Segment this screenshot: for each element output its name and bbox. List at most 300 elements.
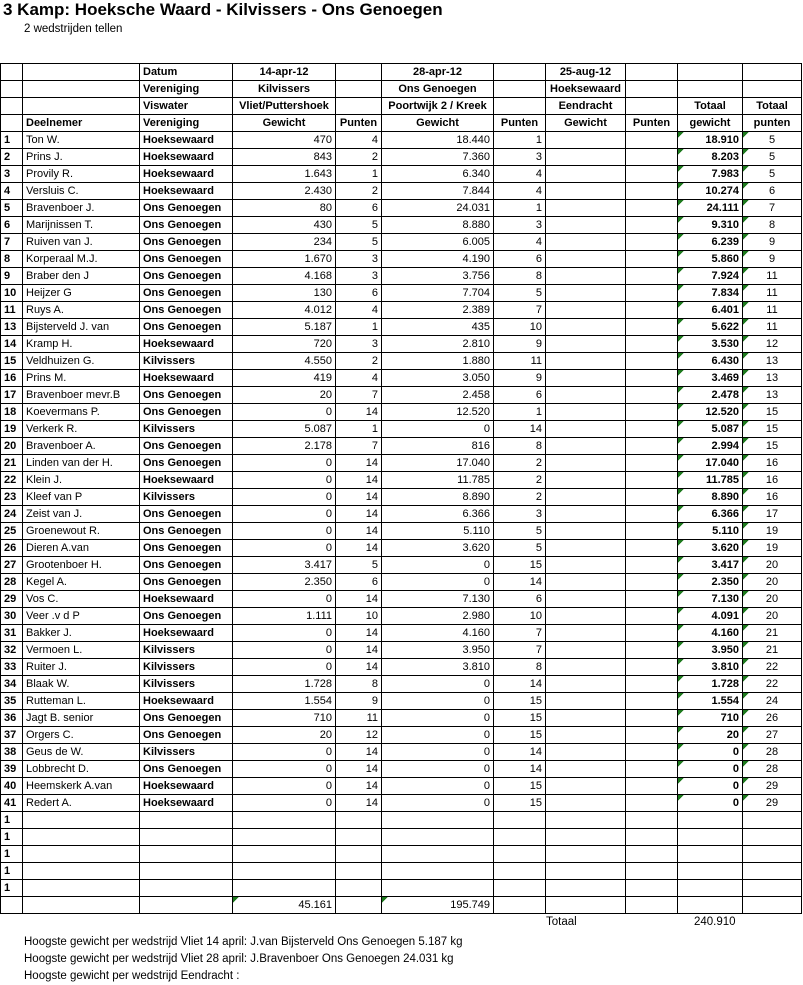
points-cell[interactable]: 14 [336, 523, 382, 540]
row-number[interactable]: 1 [1, 812, 23, 829]
row-number[interactable]: 25 [1, 523, 23, 540]
points-cell[interactable]: 3 [336, 268, 382, 285]
points-cell[interactable]: 14 [336, 489, 382, 506]
row-number[interactable]: 41 [1, 795, 23, 812]
total-points[interactable]: 20 [743, 591, 802, 608]
points-cell[interactable]: 14 [336, 506, 382, 523]
participant-name[interactable]: Veldhuizen G. [23, 353, 140, 370]
header-cell[interactable] [23, 81, 140, 98]
weight-cell[interactable]: 18.440 [382, 132, 494, 149]
header-cell[interactable]: Punten [626, 115, 678, 132]
participant-name[interactable]: Veer .v d P [23, 608, 140, 625]
participant-name[interactable]: Bravenboer J. [23, 200, 140, 217]
row-number[interactable]: 40 [1, 778, 23, 795]
table-cell[interactable] [23, 846, 140, 863]
points-cell[interactable]: 14 [336, 472, 382, 489]
row-number[interactable]: 9 [1, 268, 23, 285]
table-cell[interactable] [382, 863, 494, 880]
total-points[interactable]: 28 [743, 761, 802, 778]
total-weight[interactable]: 4.091 [678, 608, 743, 625]
participant-name[interactable]: Bakker J. [23, 625, 140, 642]
weight-cell[interactable] [546, 727, 626, 744]
points-cell[interactable] [626, 200, 678, 217]
row-number[interactable]: 1 [1, 863, 23, 880]
total-weight[interactable]: 0 [678, 778, 743, 795]
total-points[interactable]: 5 [743, 149, 802, 166]
header-cell[interactable]: Gewicht [546, 115, 626, 132]
row-number[interactable]: 7 [1, 234, 23, 251]
club-name[interactable]: Ons Genoegen [140, 540, 233, 557]
weight-cell[interactable] [546, 557, 626, 574]
weight-cell[interactable] [546, 676, 626, 693]
weight-cell[interactable] [546, 404, 626, 421]
club-name[interactable]: Ons Genoegen [140, 574, 233, 591]
weight-cell[interactable]: 1.670 [233, 251, 336, 268]
header-cell[interactable] [678, 81, 743, 98]
row-number[interactable]: 10 [1, 285, 23, 302]
club-name[interactable]: Ons Genoegen [140, 608, 233, 625]
weight-cell[interactable]: 8.880 [382, 217, 494, 234]
header-cell[interactable]: Totaal [743, 98, 802, 115]
weight-cell[interactable]: 2.178 [233, 438, 336, 455]
total-points[interactable]: 21 [743, 625, 802, 642]
weight-cell[interactable] [546, 370, 626, 387]
points-cell[interactable]: 4 [336, 302, 382, 319]
total-points[interactable]: 29 [743, 778, 802, 795]
points-cell[interactable] [626, 302, 678, 319]
participant-name[interactable]: Grootenboer H. [23, 557, 140, 574]
points-cell[interactable]: 8 [336, 676, 382, 693]
weight-cell[interactable]: 3.950 [382, 642, 494, 659]
table-cell[interactable] [678, 897, 743, 914]
row-number[interactable]: 13 [1, 319, 23, 336]
row-number[interactable]: 8 [1, 251, 23, 268]
weight-cell[interactable]: 0 [382, 421, 494, 438]
points-cell[interactable]: 2 [336, 149, 382, 166]
total-weight[interactable]: 3.469 [678, 370, 743, 387]
points-cell[interactable]: 7 [494, 625, 546, 642]
points-cell[interactable] [626, 778, 678, 795]
participant-name[interactable]: Blaak W. [23, 676, 140, 693]
row-number[interactable]: 26 [1, 540, 23, 557]
weight-cell[interactable]: 1.728 [233, 676, 336, 693]
header-cell[interactable] [494, 81, 546, 98]
points-cell[interactable] [626, 234, 678, 251]
header-cell[interactable] [678, 64, 743, 81]
total-weight[interactable]: 3.620 [678, 540, 743, 557]
row-number[interactable]: 3 [1, 166, 23, 183]
table-cell[interactable] [23, 812, 140, 829]
weight-cell[interactable] [546, 642, 626, 659]
total-points[interactable]: 11 [743, 285, 802, 302]
points-cell[interactable]: 15 [494, 557, 546, 574]
club-name[interactable]: Hoeksewaard [140, 591, 233, 608]
total-weight[interactable]: 2.994 [678, 438, 743, 455]
weight-cell[interactable]: 7.704 [382, 285, 494, 302]
total-weight[interactable]: 5.087 [678, 421, 743, 438]
row-number[interactable]: 1 [1, 880, 23, 897]
row-number[interactable]: 30 [1, 608, 23, 625]
row-number[interactable]: 35 [1, 693, 23, 710]
header-cell[interactable]: Deelnemer [23, 115, 140, 132]
club-name[interactable]: Ons Genoegen [140, 251, 233, 268]
weight-cell[interactable]: 0 [233, 778, 336, 795]
header-cell[interactable] [494, 98, 546, 115]
points-cell[interactable]: 14 [494, 421, 546, 438]
table-cell[interactable] [140, 829, 233, 846]
weight-cell[interactable] [546, 183, 626, 200]
total-weight[interactable]: 6.401 [678, 302, 743, 319]
points-cell[interactable]: 7 [336, 438, 382, 455]
weight-cell[interactable]: 816 [382, 438, 494, 455]
points-cell[interactable]: 2 [494, 472, 546, 489]
points-cell[interactable]: 11 [336, 710, 382, 727]
participant-name[interactable]: Prins M. [23, 370, 140, 387]
club-name[interactable]: Ons Genoegen [140, 455, 233, 472]
total-weight[interactable]: 6.366 [678, 506, 743, 523]
table-cell[interactable] [382, 829, 494, 846]
total-points[interactable]: 19 [743, 523, 802, 540]
points-cell[interactable] [626, 710, 678, 727]
weight-cell[interactable]: 234 [233, 234, 336, 251]
club-name[interactable]: Ons Genoegen [140, 506, 233, 523]
table-cell[interactable] [233, 829, 336, 846]
table-cell[interactable] [382, 812, 494, 829]
total-points[interactable]: 19 [743, 540, 802, 557]
weight-cell[interactable] [546, 438, 626, 455]
row-number[interactable]: 37 [1, 727, 23, 744]
points-cell[interactable] [626, 336, 678, 353]
points-cell[interactable]: 5 [494, 540, 546, 557]
row-number[interactable]: 32 [1, 642, 23, 659]
participant-name[interactable]: Korperaal M.J. [23, 251, 140, 268]
points-cell[interactable] [626, 217, 678, 234]
points-cell[interactable] [626, 251, 678, 268]
club-name[interactable]: Ons Genoegen [140, 234, 233, 251]
club-name[interactable]: Ons Genoegen [140, 404, 233, 421]
points-cell[interactable]: 4 [336, 132, 382, 149]
weight-cell[interactable]: 720 [233, 336, 336, 353]
weight-cell[interactable]: 80 [233, 200, 336, 217]
points-cell[interactable] [626, 472, 678, 489]
weight-cell[interactable] [546, 625, 626, 642]
header-cell[interactable] [336, 81, 382, 98]
total-weight[interactable]: 7.983 [678, 166, 743, 183]
weight-cell[interactable]: 0 [382, 727, 494, 744]
points-cell[interactable]: 2 [494, 489, 546, 506]
table-cell[interactable] [1, 897, 23, 914]
weight-cell[interactable] [546, 540, 626, 557]
weight-cell[interactable] [546, 693, 626, 710]
table-cell[interactable] [743, 829, 802, 846]
header-cell[interactable]: gewicht [678, 115, 743, 132]
weight-cell[interactable]: 4.550 [233, 353, 336, 370]
header-cell[interactable] [743, 81, 802, 98]
row-number[interactable]: 1 [1, 132, 23, 149]
weight-cell[interactable]: 11.785 [382, 472, 494, 489]
weight-cell[interactable]: 1.111 [233, 608, 336, 625]
header-cell[interactable] [1, 98, 23, 115]
points-cell[interactable]: 1 [336, 166, 382, 183]
points-cell[interactable]: 14 [336, 659, 382, 676]
points-cell[interactable]: 5 [494, 285, 546, 302]
table-cell[interactable] [626, 846, 678, 863]
header-cell[interactable]: 25-aug-12 [546, 64, 626, 81]
weight-cell[interactable]: 0 [382, 574, 494, 591]
table-cell[interactable] [336, 863, 382, 880]
total-weight[interactable]: 17.040 [678, 455, 743, 472]
table-cell[interactable] [546, 880, 626, 897]
points-cell[interactable]: 14 [494, 761, 546, 778]
row-number[interactable]: 11 [1, 302, 23, 319]
participant-name[interactable]: Ruys A. [23, 302, 140, 319]
points-cell[interactable]: 11 [494, 353, 546, 370]
weight-cell[interactable] [546, 574, 626, 591]
total-weight[interactable]: 10.274 [678, 183, 743, 200]
club-name[interactable]: Hoeksewaard [140, 336, 233, 353]
total-points[interactable]: 17 [743, 506, 802, 523]
points-cell[interactable] [626, 166, 678, 183]
table-cell[interactable] [23, 829, 140, 846]
row-number[interactable]: 6 [1, 217, 23, 234]
total-weight[interactable]: 0 [678, 761, 743, 778]
club-name[interactable]: Ons Genoegen [140, 710, 233, 727]
weight-cell[interactable]: 5.187 [233, 319, 336, 336]
row-number[interactable]: 38 [1, 744, 23, 761]
row-number[interactable]: 4 [1, 183, 23, 200]
header-cell[interactable]: Hoeksewaard [546, 81, 626, 98]
points-cell[interactable] [626, 132, 678, 149]
weight-cell[interactable]: 0 [382, 557, 494, 574]
participant-name[interactable]: Vos C. [23, 591, 140, 608]
total-weight[interactable]: 1.728 [678, 676, 743, 693]
points-cell[interactable] [626, 404, 678, 421]
weight-cell[interactable]: 0 [233, 404, 336, 421]
points-cell[interactable]: 3 [494, 149, 546, 166]
club-name[interactable]: Hoeksewaard [140, 132, 233, 149]
weight-cell[interactable]: 0 [382, 676, 494, 693]
participant-name[interactable]: Braber den J [23, 268, 140, 285]
points-cell[interactable]: 8 [494, 268, 546, 285]
points-cell[interactable]: 5 [494, 523, 546, 540]
weight-cell[interactable]: 1.880 [382, 353, 494, 370]
table-cell[interactable] [382, 846, 494, 863]
table-cell[interactable] [626, 897, 678, 914]
table-cell[interactable] [546, 812, 626, 829]
weight-cell[interactable]: 3.417 [233, 557, 336, 574]
weight-cell[interactable]: 4.168 [233, 268, 336, 285]
participant-name[interactable]: Versluis C. [23, 183, 140, 200]
participant-name[interactable]: Kramp H. [23, 336, 140, 353]
weight-cell[interactable]: 0 [233, 795, 336, 812]
points-cell[interactable]: 7 [494, 642, 546, 659]
points-cell[interactable]: 14 [494, 744, 546, 761]
points-cell[interactable]: 7 [336, 387, 382, 404]
total-weight[interactable]: 18.910 [678, 132, 743, 149]
points-cell[interactable]: 14 [336, 404, 382, 421]
total-points[interactable]: 9 [743, 251, 802, 268]
weight-cell[interactable]: 7.130 [382, 591, 494, 608]
table-cell[interactable] [233, 812, 336, 829]
weight-cell[interactable]: 2.458 [382, 387, 494, 404]
weight-cell[interactable] [546, 200, 626, 217]
weight-cell[interactable]: 3.050 [382, 370, 494, 387]
row-number[interactable]: 28 [1, 574, 23, 591]
club-name[interactable]: Hoeksewaard [140, 183, 233, 200]
weight-cell[interactable] [546, 268, 626, 285]
club-name[interactable]: Ons Genoegen [140, 200, 233, 217]
points-cell[interactable] [626, 285, 678, 302]
header-cell[interactable] [23, 64, 140, 81]
header-cell[interactable]: Vliet/Puttershoek [233, 98, 336, 115]
weight-cell[interactable] [546, 251, 626, 268]
participant-name[interactable]: Linden van der H. [23, 455, 140, 472]
weight-cell[interactable]: 3.810 [382, 659, 494, 676]
header-cell[interactable]: Datum [140, 64, 233, 81]
header-cell[interactable] [626, 64, 678, 81]
total-points[interactable]: 22 [743, 659, 802, 676]
total-points[interactable]: 12 [743, 336, 802, 353]
table-cell[interactable] [494, 812, 546, 829]
participant-name[interactable]: Redert A. [23, 795, 140, 812]
weight-cell[interactable]: 24.031 [382, 200, 494, 217]
points-cell[interactable] [626, 693, 678, 710]
total-points[interactable]: 5 [743, 132, 802, 149]
weight-cell[interactable]: 1.554 [233, 693, 336, 710]
weight-cell[interactable]: 470 [233, 132, 336, 149]
weight-cell[interactable]: 2.430 [233, 183, 336, 200]
points-cell[interactable] [626, 761, 678, 778]
header-cell[interactable]: Eendracht [546, 98, 626, 115]
points-cell[interactable]: 15 [494, 727, 546, 744]
club-name[interactable]: Hoeksewaard [140, 625, 233, 642]
total-weight[interactable]: 2.350 [678, 574, 743, 591]
weight-cell[interactable]: 843 [233, 149, 336, 166]
total-points[interactable]: 26 [743, 710, 802, 727]
table-cell[interactable] [743, 846, 802, 863]
table-cell[interactable] [233, 846, 336, 863]
points-cell[interactable]: 1 [494, 200, 546, 217]
club-name[interactable]: Ons Genoegen [140, 217, 233, 234]
total-weight[interactable]: 11.785 [678, 472, 743, 489]
weight-cell[interactable]: 430 [233, 217, 336, 234]
weight-cell[interactable]: 0 [233, 506, 336, 523]
points-cell[interactable] [626, 659, 678, 676]
weight-cell[interactable]: 0 [382, 795, 494, 812]
total-points[interactable]: 5 [743, 166, 802, 183]
total-weight[interactable]: 710 [678, 710, 743, 727]
weight-cell[interactable]: 0 [382, 744, 494, 761]
total-weight[interactable]: 20 [678, 727, 743, 744]
participant-name[interactable]: Jagt B. senior [23, 710, 140, 727]
total-weight[interactable]: 6.430 [678, 353, 743, 370]
weight-cell[interactable] [546, 353, 626, 370]
club-name[interactable]: Hoeksewaard [140, 370, 233, 387]
total-weight[interactable]: 0 [678, 744, 743, 761]
weight-cell[interactable] [546, 710, 626, 727]
points-cell[interactable]: 9 [494, 370, 546, 387]
weight-cell[interactable]: 3.620 [382, 540, 494, 557]
participant-name[interactable]: Bravenboer A. [23, 438, 140, 455]
points-cell[interactable]: 5 [336, 557, 382, 574]
participant-name[interactable]: Marijnissen T. [23, 217, 140, 234]
total-points[interactable]: 16 [743, 472, 802, 489]
points-cell[interactable] [626, 574, 678, 591]
weight-cell[interactable]: 0 [233, 744, 336, 761]
total-points[interactable]: 15 [743, 421, 802, 438]
participant-name[interactable]: Vermoen L. [23, 642, 140, 659]
weight-cell[interactable]: 4.160 [382, 625, 494, 642]
points-cell[interactable]: 15 [494, 693, 546, 710]
row-number[interactable]: 20 [1, 438, 23, 455]
club-name[interactable]: Ons Genoegen [140, 727, 233, 744]
club-name[interactable]: Kilvissers [140, 659, 233, 676]
weight-cell[interactable]: 0 [382, 761, 494, 778]
points-cell[interactable]: 3 [336, 251, 382, 268]
table-cell[interactable] [743, 863, 802, 880]
points-cell[interactable] [626, 523, 678, 540]
points-cell[interactable] [626, 353, 678, 370]
club-name[interactable]: Ons Genoegen [140, 319, 233, 336]
points-cell[interactable] [626, 591, 678, 608]
row-number[interactable]: 5 [1, 200, 23, 217]
table-cell[interactable] [494, 829, 546, 846]
points-cell[interactable]: 5 [336, 234, 382, 251]
total-weight[interactable]: 9.310 [678, 217, 743, 234]
points-cell[interactable] [626, 370, 678, 387]
points-cell[interactable]: 10 [336, 608, 382, 625]
points-cell[interactable]: 6 [336, 285, 382, 302]
table-cell[interactable] [743, 897, 802, 914]
points-cell[interactable]: 6 [336, 574, 382, 591]
table-cell[interactable] [233, 880, 336, 897]
table-cell[interactable] [743, 812, 802, 829]
club-name[interactable]: Kilvissers [140, 353, 233, 370]
header-cell[interactable]: Vereniging [140, 81, 233, 98]
points-cell[interactable]: 12 [336, 727, 382, 744]
weight-cell[interactable]: 710 [233, 710, 336, 727]
total-points[interactable]: 13 [743, 353, 802, 370]
row-number[interactable]: 1 [1, 846, 23, 863]
total-points[interactable]: 8 [743, 217, 802, 234]
table-cell[interactable] [626, 863, 678, 880]
weight-cell[interactable]: 12.520 [382, 404, 494, 421]
header-cell[interactable]: Punten [494, 115, 546, 132]
row-number[interactable]: 16 [1, 370, 23, 387]
weight-cell[interactable]: 1.643 [233, 166, 336, 183]
total-points[interactable]: 13 [743, 387, 802, 404]
points-cell[interactable] [626, 183, 678, 200]
weight-cell[interactable]: 4.012 [233, 302, 336, 319]
points-cell[interactable] [626, 676, 678, 693]
weight-cell[interactable]: 0 [382, 778, 494, 795]
participant-name[interactable]: Geus de W. [23, 744, 140, 761]
total-weight[interactable]: 5.110 [678, 523, 743, 540]
table-cell[interactable] [23, 863, 140, 880]
weight-cell[interactable] [546, 166, 626, 183]
club-name[interactable]: Ons Genoegen [140, 387, 233, 404]
total-points[interactable]: 28 [743, 744, 802, 761]
header-cell[interactable] [336, 64, 382, 81]
weight-cell[interactable] [546, 217, 626, 234]
participant-name[interactable]: Bijsterveld J. van [23, 319, 140, 336]
club-name[interactable]: Hoeksewaard [140, 166, 233, 183]
total-weight[interactable]: 3.530 [678, 336, 743, 353]
table-cell[interactable] [743, 880, 802, 897]
weight-cell[interactable]: 0 [233, 659, 336, 676]
club-name[interactable]: Hoeksewaard [140, 795, 233, 812]
table-cell[interactable] [678, 880, 743, 897]
